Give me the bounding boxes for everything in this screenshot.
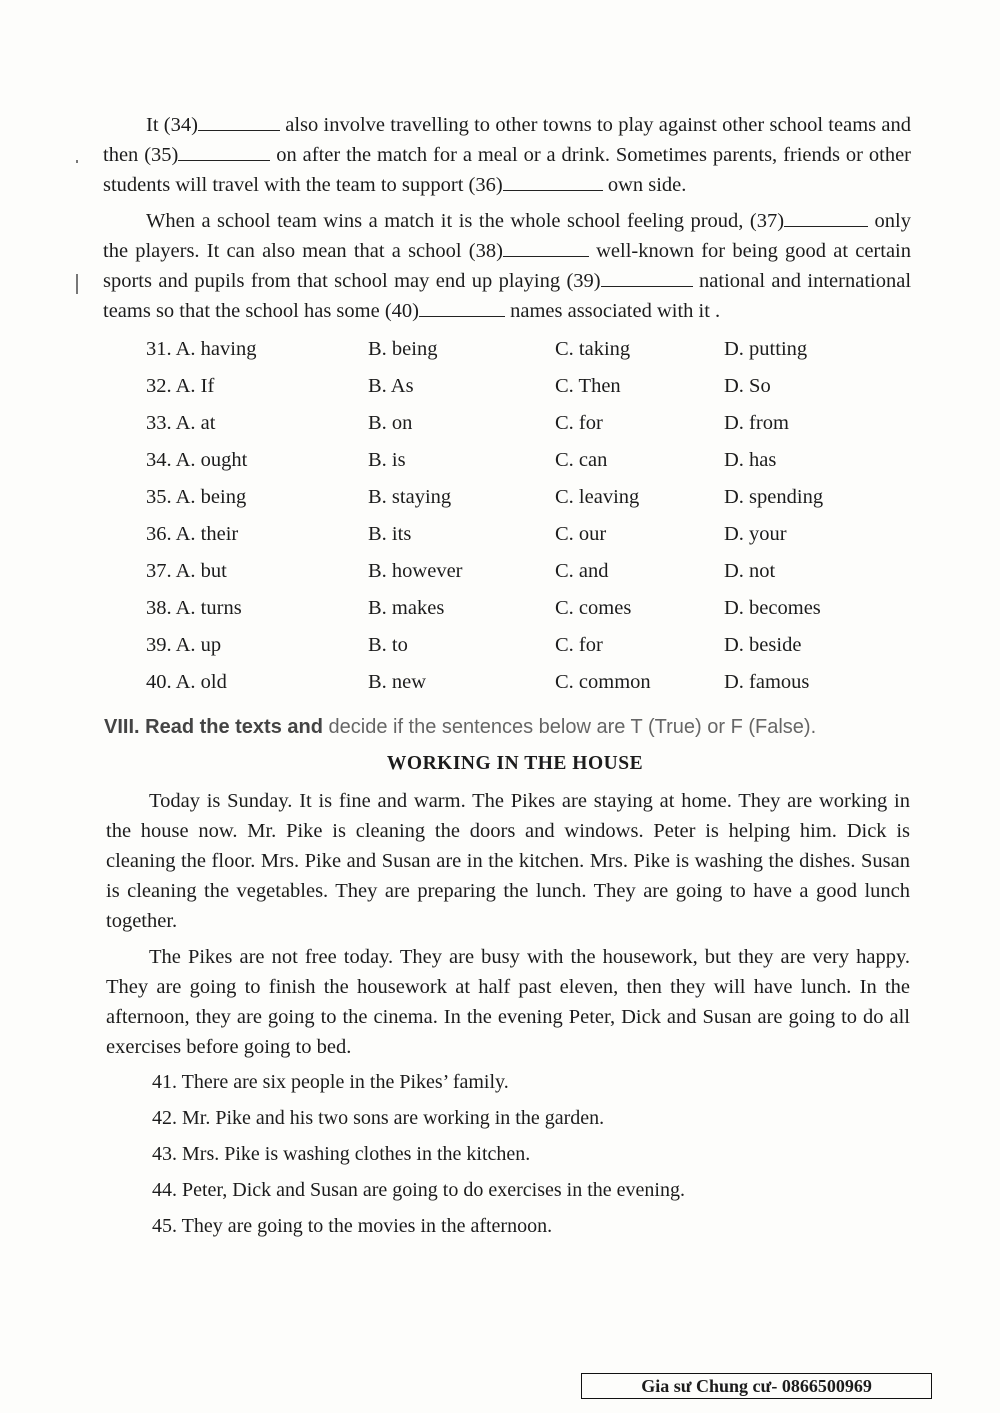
cloze-text: When a school team wins a match it is the whole school feeling proud, (37): [146, 210, 785, 232]
option-b[interactable]: B. new: [368, 671, 427, 693]
option-a[interactable]: 39. A. up: [146, 634, 222, 656]
blank-36[interactable]: [503, 172, 603, 191]
option-a[interactable]: 32. A. If: [146, 375, 215, 397]
blank-38[interactable]: [503, 238, 589, 257]
option-b[interactable]: B. its: [368, 523, 412, 545]
option-b[interactable]: B. to: [368, 634, 408, 656]
statement-41[interactable]: 41. There are six people in the Pikes’ family.: [152, 1071, 509, 1093]
option-row: [146, 371, 866, 408]
scan-mark: [76, 274, 78, 294]
reading-title: WORKING IN THE HOUSE: [386, 753, 644, 774]
statement-42[interactable]: 42. Mr. Pike and his two sons are working in the garden.: [152, 1107, 605, 1129]
section-heading-bold: VIII. Read the texts and: [104, 716, 323, 738]
footer-contact-box: Gia sư Chung cư- 0866500969: [581, 1373, 932, 1399]
option-row: [146, 519, 866, 556]
option-a[interactable]: 36. A. their: [146, 523, 239, 545]
cloze-text: also involve travelling to other towns to play against other school teams and then (35): [103, 114, 911, 166]
cloze-text: only the players. It can also mean that a school (38): [103, 210, 911, 262]
option-a[interactable]: 33. A. at: [146, 412, 216, 434]
cloze-text: It (34): [146, 114, 198, 136]
cloze-text: names associated with it .: [504, 300, 721, 322]
cloze-paragraph-1: [103, 110, 911, 200]
option-c[interactable]: C. common: [555, 671, 651, 693]
option-c[interactable]: C. our: [555, 523, 607, 545]
option-b[interactable]: B. As: [368, 375, 414, 397]
option-d[interactable]: D. becomes: [724, 597, 821, 619]
option-c[interactable]: C. Then: [555, 375, 621, 397]
scan-mark: [76, 160, 78, 163]
option-a[interactable]: 31. A. having: [146, 338, 257, 360]
option-row: [146, 630, 866, 667]
statement-43[interactable]: 43. Mrs. Pike is washing clothes in the kitchen.: [152, 1143, 531, 1165]
option-b[interactable]: B. however: [368, 560, 463, 582]
option-row: [146, 445, 866, 482]
cloze-text: national and international teams so that the school has some (40): [103, 270, 912, 322]
option-row: [146, 408, 866, 445]
option-b[interactable]: B. staying: [368, 486, 452, 508]
reading-paragraph-2: The Pikes are not free today. They are busy with the housework, but they are very happy. They are going to finish the housework at half past eleven, then they will have lunch. In the afternoon, they are going to the cinema. In the evening Peter, Dick and Susan are going to do all exercises before going to bed.: [106, 946, 910, 1058]
reading-paragraph-1: Today is Sunday. It is fine and warm. The Pikes are staying at home. They are working in the house now. Mr. Pike is cleaning the doors and windows. Peter is helping him. Dick is cleaning the floor. Mrs. Pike and Susan are in the kitchen. Mrs. Pike is washing the dishes. Susan is cleaning the vegetables. They are preparing the lunch. They are going to have a good lunch together.: [106, 790, 910, 932]
option-a[interactable]: 38. A. turns: [146, 597, 242, 619]
option-d[interactable]: D. So: [724, 375, 771, 397]
option-row: [146, 667, 866, 704]
option-d[interactable]: D. famous: [724, 671, 810, 693]
true-false-statements: [152, 1067, 872, 1247]
option-c[interactable]: C. leaving: [555, 486, 640, 508]
option-c[interactable]: C. taking: [555, 338, 631, 360]
option-d[interactable]: D. not: [724, 560, 776, 582]
option-a[interactable]: 35. A. being: [146, 486, 247, 508]
option-b[interactable]: B. being: [368, 338, 438, 360]
option-d[interactable]: D. putting: [724, 338, 808, 360]
blank-37[interactable]: [784, 208, 868, 227]
cloze-text: own side.: [602, 174, 687, 196]
cloze-text: on after the match for a meal or a drink. Sometimes parents, friends or other students will travel with the team to support (36): [103, 144, 911, 196]
option-row: [146, 556, 866, 593]
statement-45[interactable]: 45. They are going to the movies in the afternoon.: [152, 1215, 553, 1237]
option-a[interactable]: 37. A. but: [146, 560, 227, 582]
section-heading: [104, 712, 924, 742]
option-b[interactable]: B. on: [368, 412, 413, 434]
option-c[interactable]: C. comes: [555, 597, 632, 619]
option-b[interactable]: B. makes: [368, 597, 445, 619]
blank-35[interactable]: [178, 142, 270, 161]
option-c[interactable]: C. for: [555, 412, 603, 434]
blank-39[interactable]: [601, 268, 693, 287]
answer-options: [146, 334, 866, 704]
option-a[interactable]: 40. A. old: [146, 671, 227, 693]
option-b[interactable]: B. is: [368, 449, 406, 471]
option-row: [146, 334, 866, 371]
cloze-text: well-known for being good at certain sports and pupils from that school may end up playing (39): [103, 240, 911, 292]
option-d[interactable]: D. has: [724, 449, 777, 471]
option-row: [146, 482, 866, 519]
option-d[interactable]: D. your: [724, 523, 787, 545]
option-row: [146, 593, 866, 630]
option-c[interactable]: C. and: [555, 560, 609, 582]
option-d[interactable]: D. spending: [724, 486, 824, 508]
statement-44[interactable]: 44. Peter, Dick and Susan are going to do exercises in the evening.: [152, 1179, 685, 1201]
option-a[interactable]: 34. A. ought: [146, 449, 248, 471]
section-heading-light: decide if the sentences below are T (True) or F (False).: [322, 716, 817, 738]
option-d[interactable]: D. from: [724, 412, 789, 434]
blank-34[interactable]: [198, 112, 280, 131]
option-c[interactable]: C. can: [555, 449, 608, 471]
cloze-paragraph-2: [103, 206, 911, 326]
option-d[interactable]: D. beside: [724, 634, 802, 656]
option-c[interactable]: C. for: [555, 634, 603, 656]
blank-40[interactable]: [419, 298, 505, 317]
